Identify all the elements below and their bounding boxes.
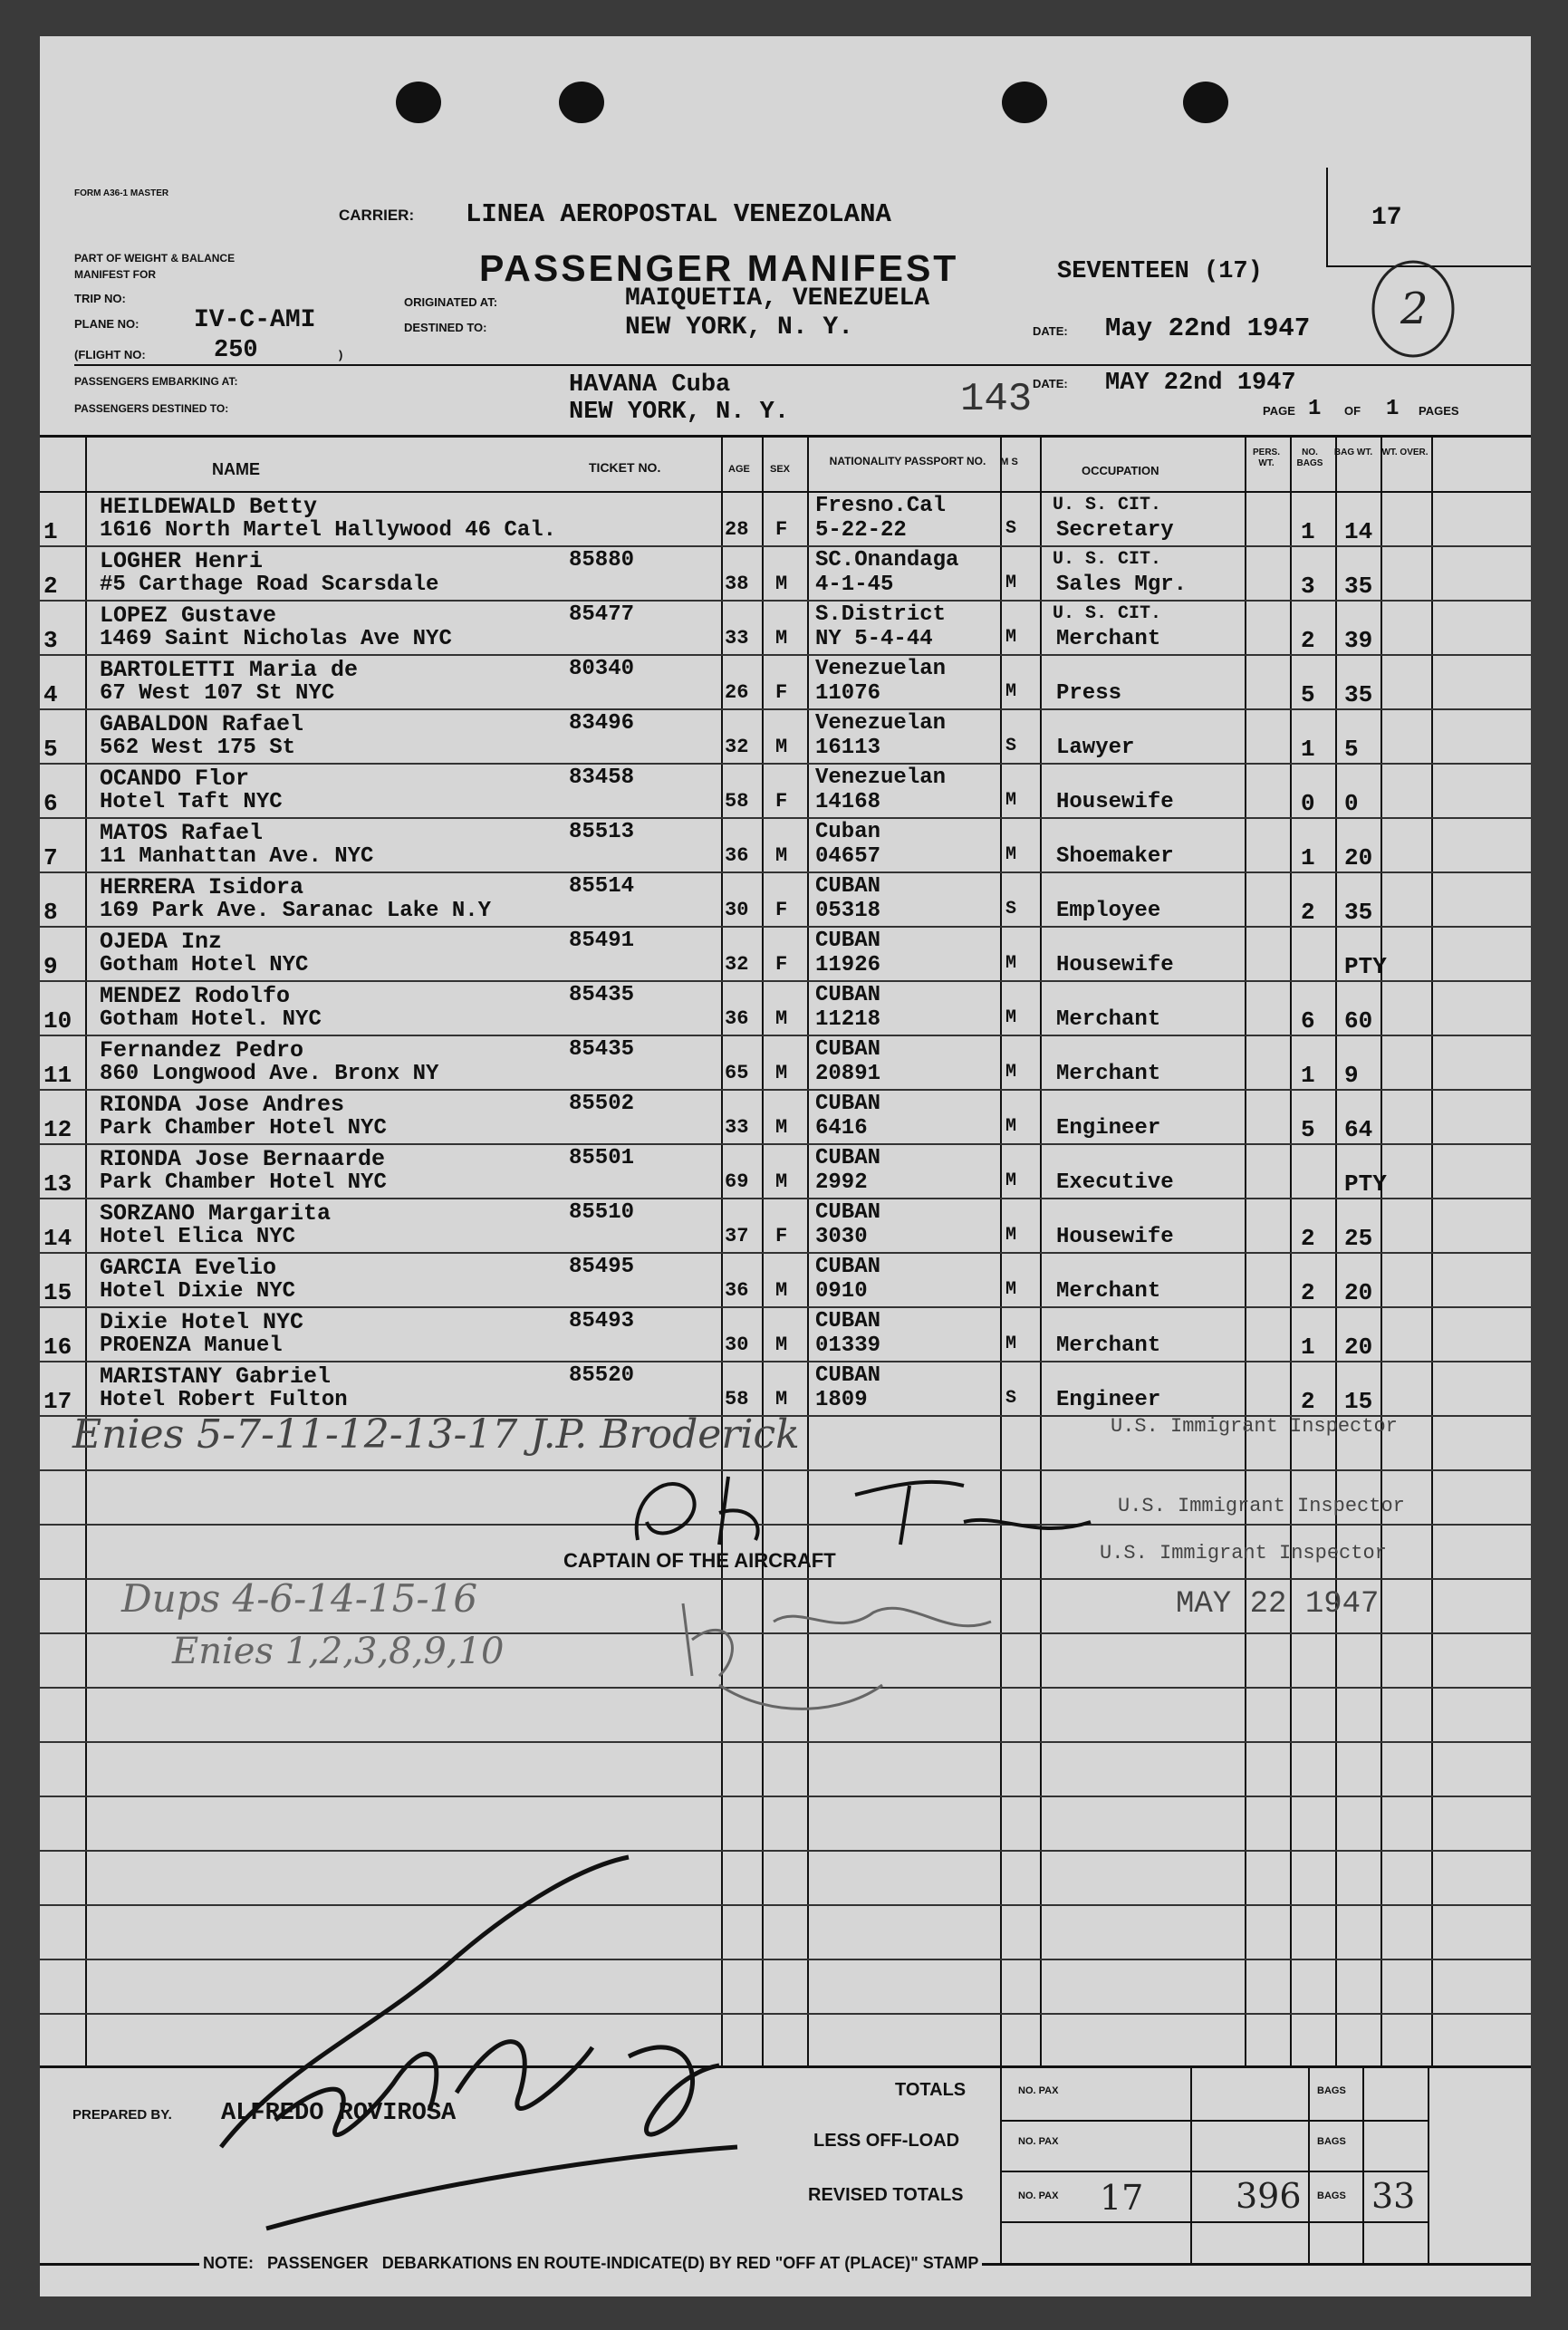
ticket-number: 85513 [569, 820, 635, 844]
sex: F [775, 681, 788, 704]
page-title: PASSENGER MANIFEST [479, 247, 959, 289]
sex: M [775, 1170, 788, 1193]
stamp-date: MAY 22 1947 [1176, 1587, 1380, 1622]
stamp-inspector-3: U.S. Immigrant Inspector [1100, 1542, 1387, 1565]
col-sex: SEX [770, 464, 791, 475]
age: 37 [725, 1225, 749, 1247]
ticket-number: 85493 [569, 1309, 635, 1333]
age: 58 [725, 1388, 749, 1411]
age: 69 [725, 1170, 749, 1193]
sex: F [775, 790, 788, 813]
grid-row-line [40, 1361, 1531, 1362]
nationality: Venezuelan [815, 657, 947, 681]
nationality: SC.Onandaga [815, 548, 959, 573]
occupation: Engineer [1056, 1388, 1161, 1412]
marital-status: M [1005, 1225, 1017, 1246]
prepared-label: PREPARED BY. [72, 2107, 172, 2123]
bag-weight: PTY [1344, 953, 1387, 980]
passport-no: 11076 [815, 681, 881, 706]
passenger-address: Park Chamber Hotel NYC [100, 1116, 387, 1141]
bag-weight: 20 [1344, 1333, 1373, 1361]
citizenship-note: U. S. CIT. [1053, 495, 1162, 515]
grid-row-line [40, 1198, 1531, 1199]
grid-row-line [40, 1035, 1531, 1036]
grid-row-line [40, 871, 1531, 873]
no-bags: 3 [1301, 573, 1315, 600]
ticket-number: 85435 [569, 983, 635, 1007]
passport-no: 16113 [815, 736, 881, 760]
age: 33 [725, 1116, 749, 1139]
sex: M [775, 1007, 788, 1030]
bag-weight: 15 [1344, 1388, 1373, 1415]
hand-line2: Dups 4-6-14-15-16 [121, 1576, 478, 1621]
bag-weight: PTY [1344, 1170, 1387, 1198]
no-bags: 5 [1301, 681, 1315, 708]
nationality: CUBAN [815, 1200, 881, 1225]
nationality: CUBAN [815, 1092, 881, 1116]
ticket-number: 85502 [569, 1092, 635, 1116]
grid-row-line [40, 1306, 1531, 1308]
hand-line1: Enies 5-7-11-12-13-17 J.P. Broderick [72, 1411, 800, 1458]
ticket-number: 85510 [569, 1200, 635, 1225]
grid-row-line [40, 926, 1531, 928]
passenger-name: GABALDON Rafael [100, 711, 304, 737]
grid-row-line [40, 1089, 1531, 1091]
passenger-name: RIONDA Jose Andres [100, 1092, 345, 1118]
nationality: Fresno.Cal [815, 494, 947, 518]
occupation: Merchant [1056, 1333, 1161, 1358]
occupation: Housewife [1056, 1225, 1174, 1249]
passenger-name: Fernandez Pedro [100, 1037, 304, 1064]
age: 36 [725, 844, 749, 867]
row-number: 14 [43, 1225, 72, 1252]
bag-weight: 20 [1344, 844, 1373, 871]
passenger-address: 1469 Saint Nicholas Ave NYC [100, 627, 452, 651]
age: 32 [725, 953, 749, 976]
grid-row-line [40, 1252, 1531, 1254]
occupation: Secretary [1056, 518, 1174, 543]
passenger-name: GARCIA Evelio [100, 1255, 277, 1281]
carrier-label: CARRIER: [339, 207, 415, 224]
ticket-number: 85495 [569, 1255, 635, 1279]
circled-number [1368, 258, 1458, 360]
prepared-by: ALFREDO ROVIROSA [221, 2100, 457, 2127]
grid-row-line [40, 545, 1531, 547]
marital-status: S [1005, 518, 1017, 539]
pass-destined-label: PASSENGERS DESTINED TO: [74, 402, 229, 415]
occupation: Employee [1056, 899, 1161, 923]
age: 26 [725, 681, 749, 704]
form-id: FORM A36-1 MASTER [74, 188, 169, 198]
ticket-number: 85491 [569, 929, 635, 953]
grid-row-line [40, 980, 1531, 982]
svg-text:2: 2 [1400, 284, 1429, 334]
row-number: 2 [43, 573, 58, 600]
grid-row-line [40, 1796, 1531, 1797]
bag-weight: 0 [1344, 790, 1359, 817]
sex: M [775, 844, 788, 867]
trip-label: TRIP NO: [74, 292, 126, 305]
passenger-address: Hotel Taft NYC [100, 790, 283, 814]
marital-status: M [1005, 844, 1017, 865]
passport-no: 20891 [815, 1062, 881, 1086]
punch-hole [559, 82, 604, 123]
grid-row-line [40, 763, 1531, 765]
passenger-name: RIONDA Jose Bernaarde [100, 1146, 386, 1172]
marital-status: S [1005, 736, 1017, 756]
occupation: Executive [1056, 1170, 1174, 1195]
age: 30 [725, 1333, 749, 1356]
ticket-number: 85501 [569, 1146, 635, 1170]
marital-status: M [1005, 627, 1017, 648]
passenger-name: MATOS Rafael [100, 820, 264, 846]
no-bags: 2 [1301, 899, 1315, 926]
no-bags: 2 [1301, 1225, 1315, 1252]
passport-no: NY 5-4-44 [815, 627, 933, 651]
sex: M [775, 1062, 788, 1084]
citizenship-note: U. S. CIT. [1053, 549, 1162, 570]
age: 65 [725, 1062, 749, 1084]
marital-status: M [1005, 1170, 1017, 1191]
flight-label: (FLIGHT NO: [74, 348, 146, 361]
date2-value: MAY 22nd 1947 [1105, 370, 1296, 397]
occupation: Press [1056, 681, 1122, 706]
passenger-name: OCANDO Flor [100, 765, 250, 792]
passport-no: 5-22-22 [815, 518, 907, 543]
passport-no: 04657 [815, 844, 881, 869]
stamp-inspector-2: U.S. Immigrant Inspector [1118, 1495, 1405, 1517]
totals-label: TOTALS [895, 2080, 967, 2100]
row-number: 16 [43, 1333, 72, 1361]
footer-note: NOTE: PASSENGER DEBARKATIONS EN ROUTE-INDICATE(D) BY RED "OFF AT (PLACE)" STAMP [199, 2254, 982, 2273]
no-bags: 1 [1301, 1062, 1315, 1089]
punch-hole [1183, 82, 1228, 123]
no-bags: 0 [1301, 790, 1315, 817]
grid-row-line [40, 600, 1531, 602]
date-label: DATE: [1033, 324, 1068, 338]
row-number: 6 [43, 790, 58, 817]
originated-value: MAIQUETIA, VENEZUELA [625, 284, 930, 313]
age: 38 [725, 573, 749, 595]
bag-weight: 9 [1344, 1062, 1359, 1089]
carrier-value: LINEA AEROPOSTAL VENEZOLANA [466, 199, 891, 229]
marital-status: M [1005, 1333, 1017, 1354]
passenger-address: 860 Longwood Ave. Bronx NY [100, 1062, 439, 1086]
col-bag-wt: BAG WT. [1333, 448, 1373, 457]
nationality: CUBAN [815, 1255, 881, 1279]
col-name: NAME [212, 460, 260, 478]
punch-hole [1002, 82, 1047, 123]
captain-signature [620, 1459, 1127, 1558]
grid-row-line [40, 654, 1531, 656]
bag-weight: 35 [1344, 573, 1373, 600]
pass-destined-value: NEW YORK, N. Y. [569, 399, 790, 426]
sex: F [775, 1225, 788, 1247]
ticket-number: 85477 [569, 602, 635, 627]
col-occupation: OCCUPATION [1082, 464, 1159, 477]
revised-label: REVISED TOTALS [808, 2185, 964, 2205]
passenger-name: Dixie Hotel NYC [100, 1309, 304, 1335]
ticket-number: 85435 [569, 1037, 635, 1062]
no-bags: 2 [1301, 1279, 1315, 1306]
row-number: 7 [43, 844, 58, 871]
passport-no: 01339 [815, 1333, 881, 1358]
col-pers-wt: PERS. WT. [1252, 448, 1280, 468]
row-number: 9 [43, 953, 58, 980]
passenger-name: OJEDA Inz [100, 929, 223, 955]
grid-row-line [40, 1143, 1531, 1145]
ticket-number: 85514 [569, 874, 635, 899]
title-suffix: SEVENTEEN (17) [1057, 258, 1263, 285]
no-bags: 1 [1301, 844, 1315, 871]
revised-pax: 17 [1100, 2178, 1144, 2218]
nationality: CUBAN [815, 1363, 881, 1388]
manifest-sheet: FORM A36-1 MASTER CARRIER: LINEA AEROPOSTAL VENEZOLANA 17 PART OF WEIGHT & BALANCE MANIFEST FOR PASSENGER MANIFEST SEVENTEEN (17) 2 TRIP NO: PLANE NO: IV-C-AMI (FLIGHT NO: 250 ) ORIGINATED AT: MAIQUETIA, VENEZUELA DESTINED TO: NEW YORK, N. Y. DATE: May 22nd 1947 PASSENGERS EMBARKING AT: HAVANA Cuba PASSENGERS DESTINED TO: NEW YORK, N. Y. 143 DATE: MAY 22nd 1947 PAGE 1 OF 1 PAGES NAME TICKET NO. AGE SEX NATIONALITY PASSPORT NO. M S OCCUPATION PERS. WT. NO. BAGS BAG WT. WT. OVER. 1 HEILDEWALD Betty 1616 North Martel Hallywood 46 Cal. 28 F Fresno.Cal 5-22-22 S Secretary U. S. CIT. 1 14 2 LOGHER Henri #5 Carthage Road Scarsdale 85880 38 M SC.Onandaga 4-1-45 M Sales Mgr. U. S. CIT. 3 35 3 LOPEZ Gustave 1469 Saint Nicholas Ave NYC 85477 33 M S.District NY 5-4-44 M Merchant U. S. CIT. 2 39 4 BARTOLETTI Maria de 67 West 107 St NYC 80340 26 F Venezuelan 11076 M Press 5 35 5 GABALDON Rafael 562 West 175 St 83496 32 M Venezuelan 16113 S Lawyer 1 5 6 OCANDO Flor Hotel Taft NYC 83458 58 F Venezuelan 14168 M Housewife 0 0 7 MATOS Rafael 11 Manhattan Ave. NYC 85513 36 M Cuban 04657 M Shoemaker 1 20 8 HERRERA Isidora 169 Park Ave. Saranac Lake N.Y 85514 30 F CUBAN 05318 S Employee 2 35 9 OJEDA Inz Gotham Hotel NYC 85491 32 F CUBAN 11926 M Housewife PTY 10 MENDEZ Rodolfo Gotham Hotel. NYC 85435 36 M CUBAN 11218 M Merchant 6 60 11 Fernandez Pedro 860 Longwood Ave. Bronx NY 85435 65 M CUBAN 20891 M Merchant 1 9 12 RIONDA Jose Andres Park Chamber Hotel NYC 85502 33 M CUBAN 6416 M Engineer 5 64 13 RIONDA Jose Bernaarde Park Chamber Hotel NYC 85501 69 M CUBAN 2992 M Executive PTY 14 SORZANO Margarita Hotel Elica NYC 85510 37 F CUBAN 3030 M Housewife 2 25 15 GARCIA Evelio Hotel Dixie NYC 85495 36 M CUBAN 0910 M Merchant 2 20 16 Dixie Hotel NYC PROENZA Manuel 85493 30 M CUBAN 01339 M Merchant 1 20 17 MARISTANY Gabriel Hotel Robert Fulton 85520 58 M CUBAN 1809 S Engineer 2 15 Enies 5-7-11-12-13-17 J.P. Broderick U.S. Immigrant Inspector U.S. Immigrant Inspector U.S. Immigrant Inspector MAY 22 1947 CAPTAIN OF THE AIRCRAFT Dups 4-6-14-15-16 Enies 1,2,3,8,9,10 TOTALS LESS OFF-LOAD REVISED TOTALS NO. PAX NO. PAX NO. PAX BAGS BAGS BAGS 17 396 33 PREPARED BY. ALFREDO ROVIROSA NOTE: PASSENGER DEBARKATIONS EN ROUTE-INDICATE(D) BY RED "OFF AT (PLACE)" STAMP [40, 36, 1531, 2296]
revised-weight: 396 [1236, 2176, 1302, 2216]
nationality: CUBAN [815, 983, 881, 1007]
bag-weight: 35 [1344, 681, 1373, 708]
col-nationality: NATIONALITY PASSPORT NO. [829, 455, 986, 467]
occupation: Engineer [1056, 1116, 1161, 1141]
passenger-address: 169 Park Ave. Saranac Lake N.Y [100, 899, 492, 923]
captain-label: CAPTAIN OF THE AIRCRAFT [563, 1549, 836, 1572]
embarking-label: PASSENGERS EMBARKING AT: [74, 375, 238, 388]
passenger-address: Hotel Elica NYC [100, 1225, 296, 1249]
col-wt-over: WT. OVER. [1381, 448, 1429, 457]
hand-line3: Enies 1,2,3,8,9,10 [172, 1631, 505, 1672]
ticket-number: 80340 [569, 657, 635, 681]
date-value: May 22nd 1947 [1105, 313, 1311, 343]
row-number: 11 [43, 1062, 72, 1089]
occupation: Merchant [1056, 627, 1161, 651]
sex: F [775, 518, 788, 541]
row-number: 8 [43, 899, 58, 926]
occupation: Sales Mgr. [1056, 573, 1188, 597]
ticket-number: 85880 [569, 548, 635, 573]
age: 58 [725, 790, 749, 813]
age: 28 [725, 518, 749, 541]
row-number: 4 [43, 681, 58, 708]
marital-status: M [1005, 1279, 1017, 1300]
bag-weight: 35 [1344, 899, 1373, 926]
passenger-address: #5 Carthage Road Scarsdale [100, 573, 439, 597]
part-of-label: PART OF WEIGHT & BALANCE [74, 252, 236, 265]
age: 36 [725, 1007, 749, 1030]
punch-hole [396, 82, 441, 123]
occupation: Merchant [1056, 1007, 1161, 1032]
citizenship-note: U. S. CIT. [1053, 603, 1162, 624]
originated-label: ORIGINATED AT: [404, 295, 498, 309]
col-ticket: TICKET NO. [589, 460, 661, 475]
passenger-address: Hotel Dixie NYC [100, 1279, 296, 1304]
ticket-number: 85520 [569, 1363, 635, 1388]
sex: M [775, 1279, 788, 1302]
header-rule [40, 491, 1531, 493]
nationality: CUBAN [815, 1146, 881, 1170]
passenger-address: PROENZA Manuel [100, 1333, 283, 1358]
sex: M [775, 736, 788, 758]
marital-status: M [1005, 573, 1017, 593]
passenger-name: HERRERA Isidora [100, 874, 304, 900]
occupation: Merchant [1056, 1062, 1161, 1086]
row-number: 12 [43, 1116, 72, 1143]
inspector-signature [665, 1576, 1045, 1721]
passenger-name: SORZANO Margarita [100, 1200, 332, 1227]
row-number: 13 [43, 1170, 72, 1198]
no-bags: 2 [1301, 627, 1315, 654]
marital-status: M [1005, 790, 1017, 811]
nationality: S.District [815, 602, 947, 627]
nationality: CUBAN [815, 874, 881, 899]
no-bags: 1 [1301, 736, 1315, 763]
passport-no: 3030 [815, 1225, 868, 1249]
row-number: 3 [43, 627, 58, 654]
age: 32 [725, 736, 749, 758]
no-bags: 1 [1301, 518, 1315, 545]
bag-weight: 20 [1344, 1279, 1373, 1306]
sex: M [775, 1116, 788, 1139]
occupation: Housewife [1056, 790, 1174, 814]
nationality: Venezuelan [815, 711, 947, 736]
passport-no: 4-1-45 [815, 573, 894, 597]
ticket-number: 83458 [569, 765, 635, 790]
passenger-address: Gotham Hotel NYC [100, 953, 309, 977]
age: 30 [725, 899, 749, 921]
stamp-inspector-1: U.S. Immigrant Inspector [1111, 1415, 1398, 1438]
passenger-address: 11 Manhattan Ave. NYC [100, 844, 374, 869]
col-ms: M S [1000, 457, 1018, 467]
bag-weight: 14 [1344, 518, 1373, 545]
col-age: AGE [728, 464, 750, 475]
plane-label: PLANE NO: [74, 317, 139, 331]
sex: M [775, 573, 788, 595]
occupation: Lawyer [1056, 736, 1135, 760]
passport-no: 11218 [815, 1007, 881, 1032]
passenger-name: MENDEZ Rodolfo [100, 983, 291, 1009]
passport-no: 6416 [815, 1116, 868, 1141]
col-no-bags: NO. BAGS [1296, 448, 1323, 468]
nationality: Venezuelan [815, 765, 947, 790]
passenger-name: HEILDEWALD Betty [100, 494, 318, 520]
embarking-value: HAVANA Cuba [569, 371, 731, 399]
bag-weight: 60 [1344, 1007, 1373, 1035]
grid-row-line [40, 1741, 1531, 1743]
passenger-address: Hotel Robert Fulton [100, 1388, 348, 1412]
nationality: Cuban [815, 820, 881, 844]
sex: F [775, 899, 788, 921]
passenger-address: 562 West 175 St [100, 736, 296, 760]
revised-bags: 33 [1371, 2176, 1416, 2216]
nationality: CUBAN [815, 1309, 881, 1333]
sex: F [775, 953, 788, 976]
passenger-address: 67 West 107 St NYC [100, 681, 335, 706]
marital-status: M [1005, 1062, 1017, 1083]
manifest-for-label: MANIFEST FOR [74, 268, 156, 281]
bag-weight: 25 [1344, 1225, 1373, 1252]
passenger-address: Park Chamber Hotel NYC [100, 1170, 387, 1195]
marital-status: M [1005, 953, 1017, 974]
passport-no: 1809 [815, 1388, 868, 1412]
offload-label: LESS OFF-LOAD [813, 2131, 960, 2151]
occupation: Housewife [1056, 953, 1174, 977]
row-number: 1 [43, 518, 58, 545]
grid-row-line [40, 708, 1531, 710]
age: 33 [725, 627, 749, 650]
marital-status: M [1005, 1007, 1017, 1028]
no-bags: 2 [1301, 1388, 1315, 1415]
passenger-name: BARTOLETTI Maria de [100, 657, 359, 683]
no-bags: 5 [1301, 1116, 1315, 1143]
prepared-signature [158, 1848, 792, 2247]
marital-status: S [1005, 899, 1017, 919]
page-number-box: 17 [1371, 204, 1402, 232]
row-number: 17 [43, 1388, 72, 1415]
passenger-name: LOPEZ Gustave [100, 602, 277, 629]
no-bags: 6 [1301, 1007, 1315, 1035]
destined-label: DESTINED TO: [404, 321, 487, 334]
passport-no: 05318 [815, 899, 881, 923]
age: 36 [725, 1279, 749, 1302]
bag-weight: 5 [1344, 736, 1359, 763]
sex: M [775, 1388, 788, 1411]
flight-number: 250 [214, 337, 258, 364]
nationality: CUBAN [815, 1037, 881, 1062]
occupation: Shoemaker [1056, 844, 1174, 869]
sex: M [775, 627, 788, 650]
count-143: 143 [960, 377, 1033, 422]
bag-weight: 64 [1344, 1116, 1373, 1143]
ticket-number: 83496 [569, 711, 635, 736]
passport-no: 0910 [815, 1279, 868, 1304]
passport-no: 2992 [815, 1170, 868, 1195]
destined-value: NEW YORK, N. Y. [625, 313, 854, 342]
marital-status: M [1005, 681, 1017, 702]
passenger-address: Gotham Hotel. NYC [100, 1007, 322, 1032]
row-number: 15 [43, 1279, 72, 1306]
no-bags: 1 [1301, 1333, 1315, 1361]
marital-status: M [1005, 1116, 1017, 1137]
marital-status: S [1005, 1388, 1017, 1409]
occupation: Merchant [1056, 1279, 1161, 1304]
plane-number: IV-C-AMI [194, 306, 316, 334]
sex: M [775, 1333, 788, 1356]
row-number: 5 [43, 736, 58, 763]
bag-weight: 39 [1344, 627, 1373, 654]
passenger-address: 1616 North Martel Hallywood 46 Cal. [100, 518, 557, 543]
passenger-name: MARISTANY Gabriel [100, 1363, 332, 1390]
grid-row-line [40, 817, 1531, 819]
nationality: CUBAN [815, 929, 881, 953]
passport-no: 14168 [815, 790, 881, 814]
passenger-name: LOGHER Henri [100, 548, 264, 574]
row-number: 10 [43, 1007, 72, 1035]
passport-no: 11926 [815, 953, 881, 977]
